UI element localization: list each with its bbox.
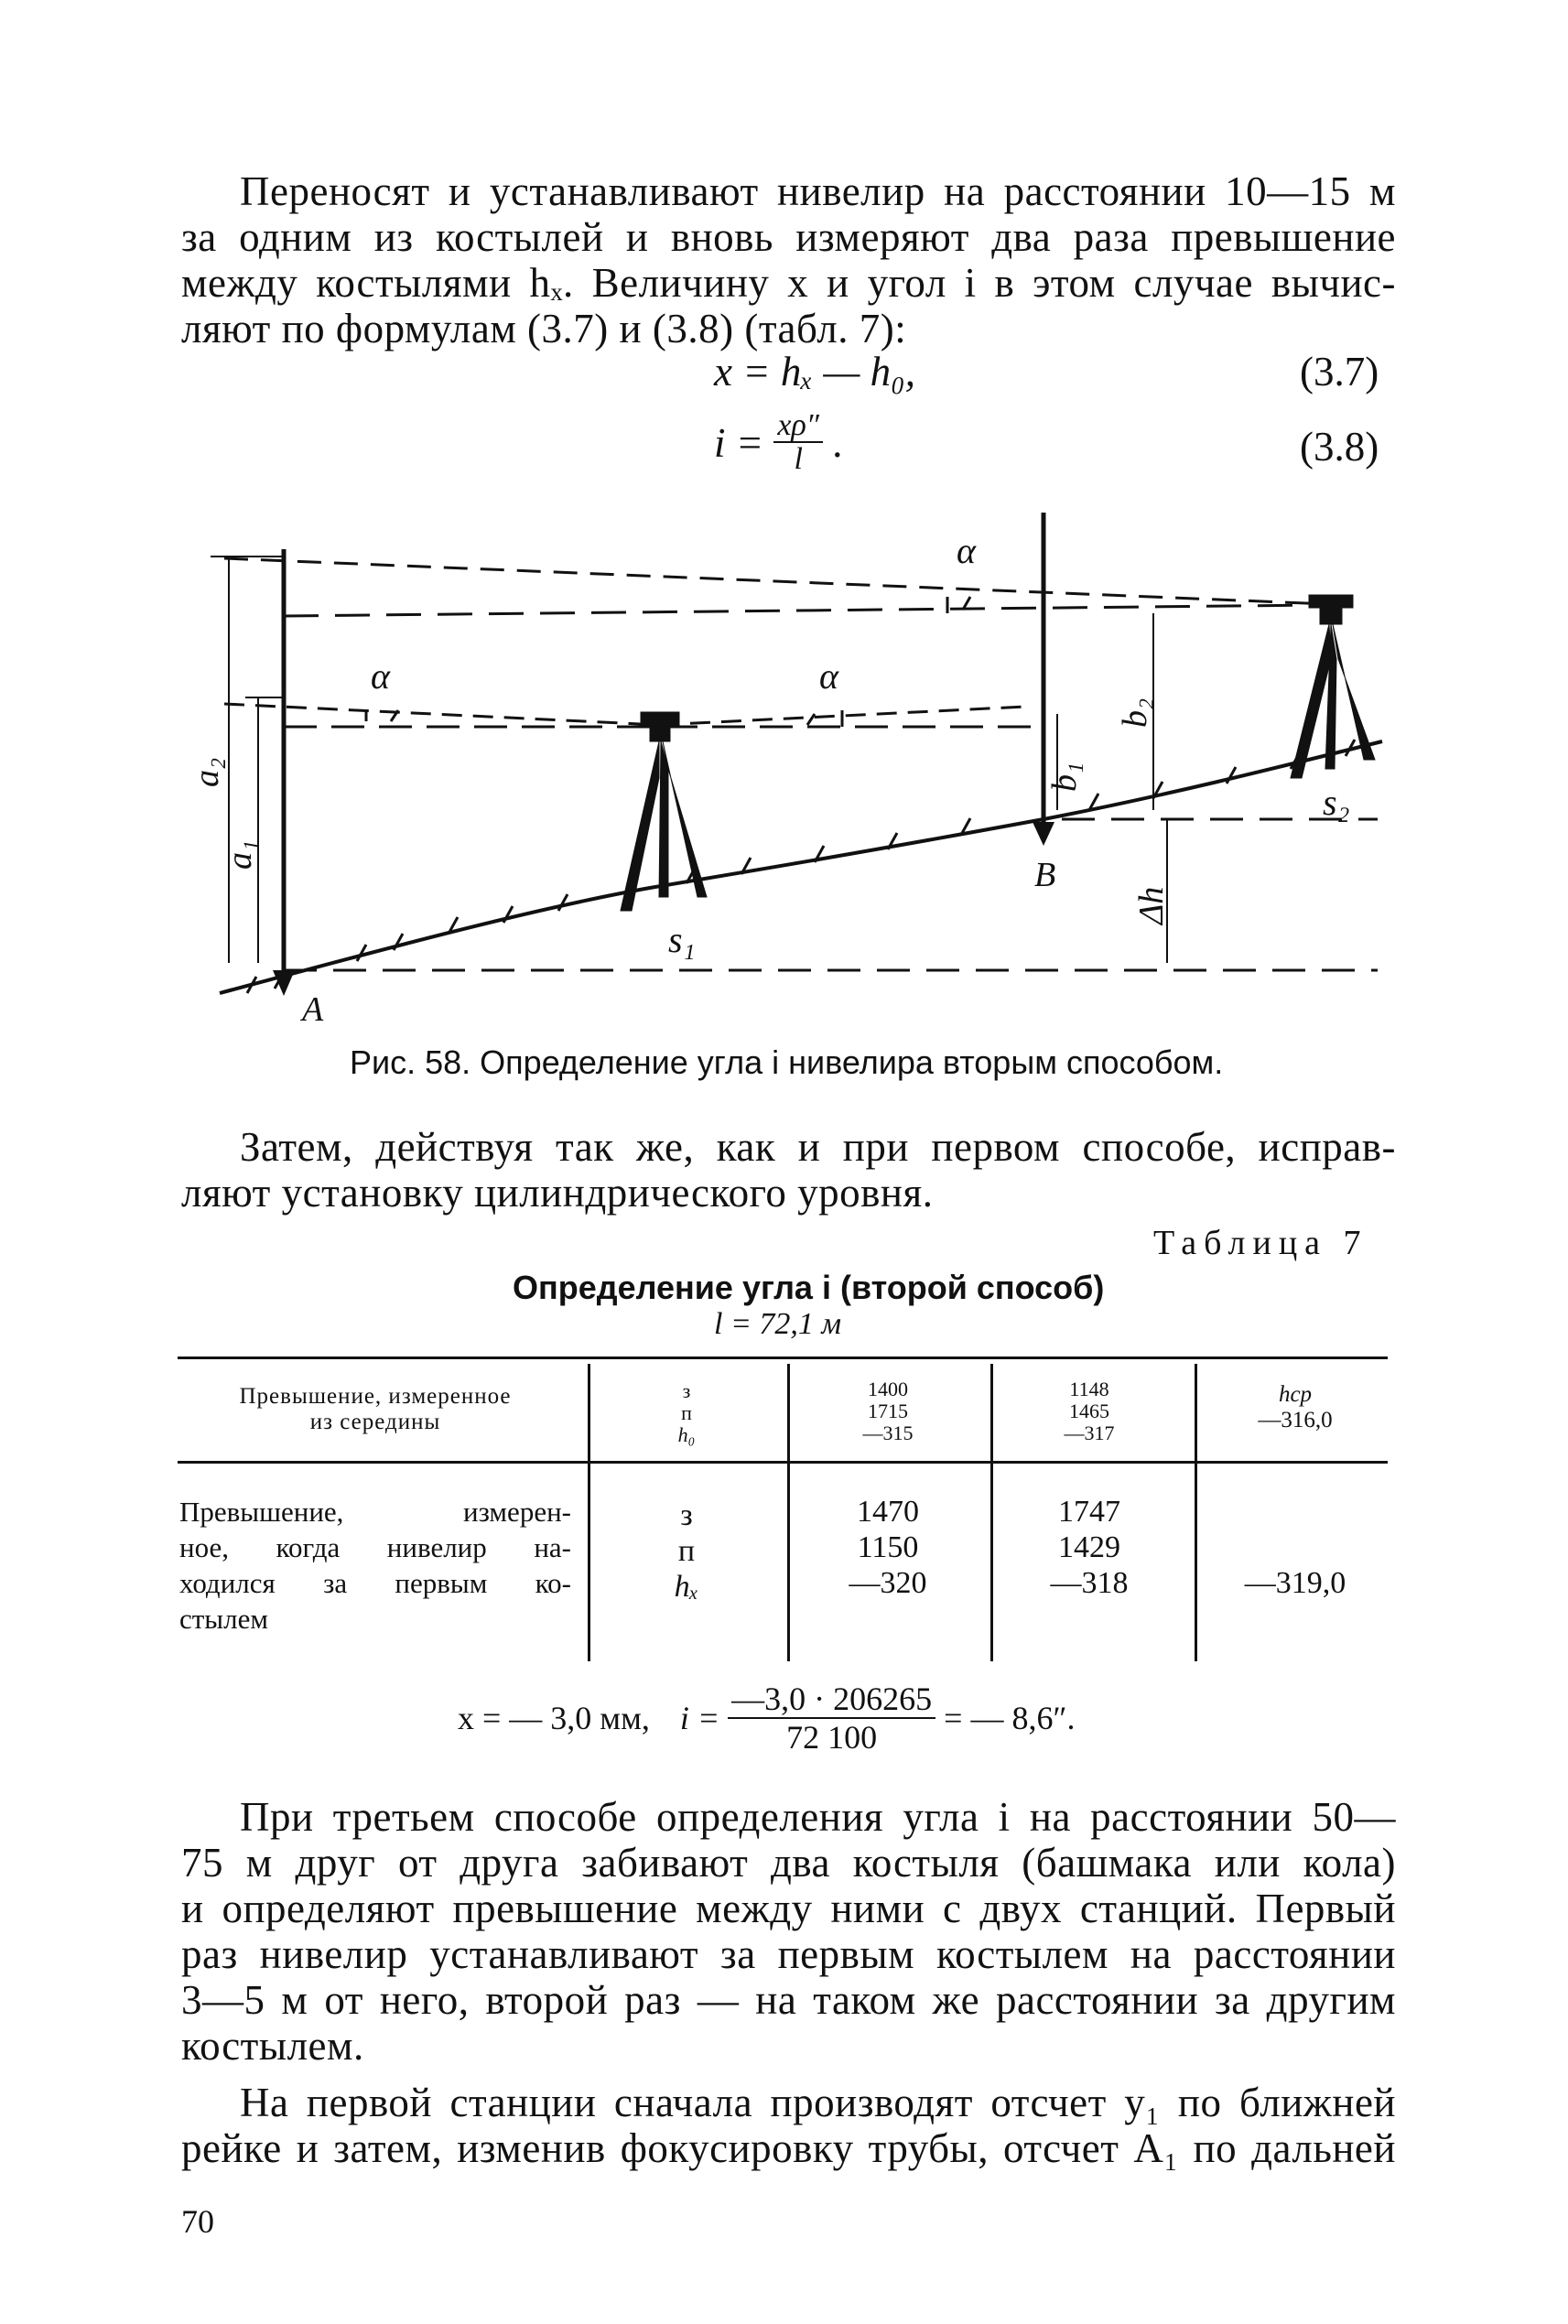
table-col-divider-1 (588, 1364, 590, 1661)
paragraph-3-line: и определяют превышение между ними с двух станций. Первый (181, 1886, 1396, 1931)
row1-average-label: hср (1278, 1382, 1313, 1407)
formula-3-7 (714, 348, 915, 395)
row1-average-value: —316,0 (1258, 1408, 1333, 1432)
paragraph-4-line: рейке и затем, изменив фокусировку трубы, отсчет A₁ по дальней (181, 2125, 1396, 2171)
row1-col1-value: 1715 (868, 1400, 908, 1422)
paragraph-2-line: Затем, действуя так же, как и при первом способе, исправ- (240, 1124, 1396, 1170)
label-b1: b₁ (1045, 762, 1084, 792)
label-a2: a₂ (188, 757, 226, 787)
figure-58-diagram (174, 494, 1400, 1025)
ground-hatching (247, 740, 1355, 993)
ground-profile (220, 741, 1382, 993)
row1-label-line: из середины (309, 1410, 441, 1434)
angle-mark-right (947, 597, 970, 613)
intro-line: ляют по формулам (3.7) и (3.8) (табл. 7): (181, 306, 907, 351)
table-title: Определение угла i (второй способ) (513, 1269, 1105, 1306)
calc-result: = — 8,6″. (944, 1700, 1076, 1736)
row2-col1 (806, 1494, 970, 1601)
calc-x: x = — 3,0 мм, (458, 1700, 650, 1736)
row2-code: hₓ (674, 1570, 699, 1604)
paragraph-4-line: На первой станции сначала производят отсчет y₁ по ближней (240, 2080, 1396, 2125)
row2-code: з (680, 1498, 693, 1532)
row1-col2-value: 1465 (1069, 1400, 1109, 1422)
table-top-rule (178, 1357, 1388, 1359)
row1-codes (604, 1380, 769, 1446)
intro-line: между костылями hₓ. Величину x и угол i в этом случае вычис- (181, 260, 1396, 306)
calculation-line (458, 1681, 1075, 1756)
row2-label-line: Превышение, измерен- (179, 1496, 571, 1528)
paragraph-3-line: раз нивелир устанавливают за первым костылем на расстоянии (181, 1931, 1396, 1977)
level-tripod-2 (1291, 595, 1375, 778)
paragraph-2-line: ляют установку цилиндрического уровня. (181, 1170, 934, 1216)
row1-col1-value: 1400 (868, 1378, 908, 1400)
row1-col2-value: 1148 (1069, 1378, 1109, 1400)
row2-codes (604, 1497, 769, 1605)
label-alpha-mid: α (819, 655, 838, 697)
table-mid-rule (178, 1461, 1388, 1464)
level-tripod-1 (621, 712, 707, 911)
formula-3-8 (714, 410, 843, 476)
intro-line: за одним из костылей и вновь измеряют два раза превышение (181, 214, 1396, 260)
row2-col2-value: —318 (1050, 1566, 1129, 1600)
table-subtitle: l = 72,1 м (714, 1307, 842, 1341)
row2-col2-value: 1747 (1058, 1495, 1120, 1529)
paragraph-3 (181, 1794, 1396, 2069)
row2-col1-value: 1470 (857, 1495, 919, 1529)
label-A: A (302, 990, 324, 1025)
label-alpha-right: α (957, 530, 976, 571)
row1-col2-value: —317 (1064, 1421, 1115, 1444)
calc-fraction (728, 1681, 935, 1756)
sight-line-horizontal-right (284, 605, 1318, 616)
calc-i-lhs: i = (679, 1700, 720, 1736)
angle-mark-mid (807, 710, 842, 727)
row1-average (1208, 1382, 1382, 1433)
equation-number-3-7: (3.7) (1300, 349, 1379, 395)
label-s1: s₁ (668, 919, 696, 960)
row1-code: h₀ (677, 1423, 696, 1446)
row1-code: п (681, 1401, 692, 1424)
row2-col2-value: 1429 (1058, 1530, 1120, 1564)
paragraph-2 (181, 1124, 1396, 1216)
figure-caption: Рис. 58. Определение угла i нивелира вторым способом. (350, 1043, 1224, 1081)
paragraph-3-line: При третьем способе определения угла i на расстоянии 50— (240, 1794, 1396, 1840)
row1-label-line: Превышение, измеренное (239, 1384, 512, 1409)
page-number: 70 (181, 2203, 214, 2240)
label-alpha-left: α (371, 655, 390, 697)
row1-col2 (1007, 1378, 1172, 1444)
row2-label-line: ходился за первым ко- (179, 1567, 571, 1599)
formula-3-8-lhs: i = (714, 420, 764, 466)
row2-label-line: ное, когда нивелир на- (179, 1531, 571, 1563)
row2-col1-value: 1150 (857, 1530, 919, 1564)
formula-3-8-numerator: xρ″ (773, 410, 823, 443)
paragraph-3-line: костылем. (181, 2023, 364, 2069)
sight-line-a1 (224, 704, 659, 725)
row2-label (179, 1494, 571, 1637)
paragraph-3-line: 75 м друг от друга забивают два костыля (башмака или кола) (181, 1840, 1396, 1886)
sight-line-a2 (224, 558, 1327, 604)
row2-average: —319,0 (1244, 1566, 1346, 1600)
label-dh: Δh (1132, 886, 1171, 924)
intro-line: Переносят и устанавливают нивелир на расстоянии 10—15 м (240, 168, 1396, 214)
intro-paragraph (181, 168, 1396, 351)
calc-denominator: 72 100 (786, 1719, 878, 1756)
row1-label (183, 1384, 568, 1435)
formula-3-7-text: x = hₓ — h₀, (714, 349, 916, 395)
paragraph-4 (181, 2080, 1396, 2171)
formula-3-8-denominator: l (794, 442, 803, 476)
equation-number-3-8: (3.8) (1300, 424, 1379, 470)
row1-col1-value: —315 (862, 1421, 914, 1444)
table-label: Таблица 7 (1153, 1224, 1368, 1262)
label-a1: a₁ (221, 839, 259, 870)
paragraph-3-line: 3—5 м от него, второй раз — на таком же расстоянии за другим (181, 1977, 1396, 2023)
row1-col1 (806, 1378, 970, 1444)
row1-code: з (682, 1379, 691, 1402)
table-col-divider-2 (787, 1364, 790, 1661)
table-col-divider-3 (990, 1364, 993, 1661)
formula-3-8-fraction (773, 410, 823, 476)
row2-col2 (1007, 1494, 1172, 1601)
calc-numerator: —3,0 · 206265 (728, 1681, 935, 1719)
row2-col1-value: —320 (849, 1566, 927, 1600)
label-s2: s₂ (1323, 782, 1350, 823)
row2-code: п (677, 1534, 696, 1568)
table-col-divider-4 (1195, 1364, 1197, 1661)
label-b2: b₂ (1116, 697, 1154, 728)
label-B: B (1034, 856, 1056, 894)
formula-3-8-dot: . (833, 420, 844, 466)
row2-label-line: стылем (179, 1603, 268, 1635)
